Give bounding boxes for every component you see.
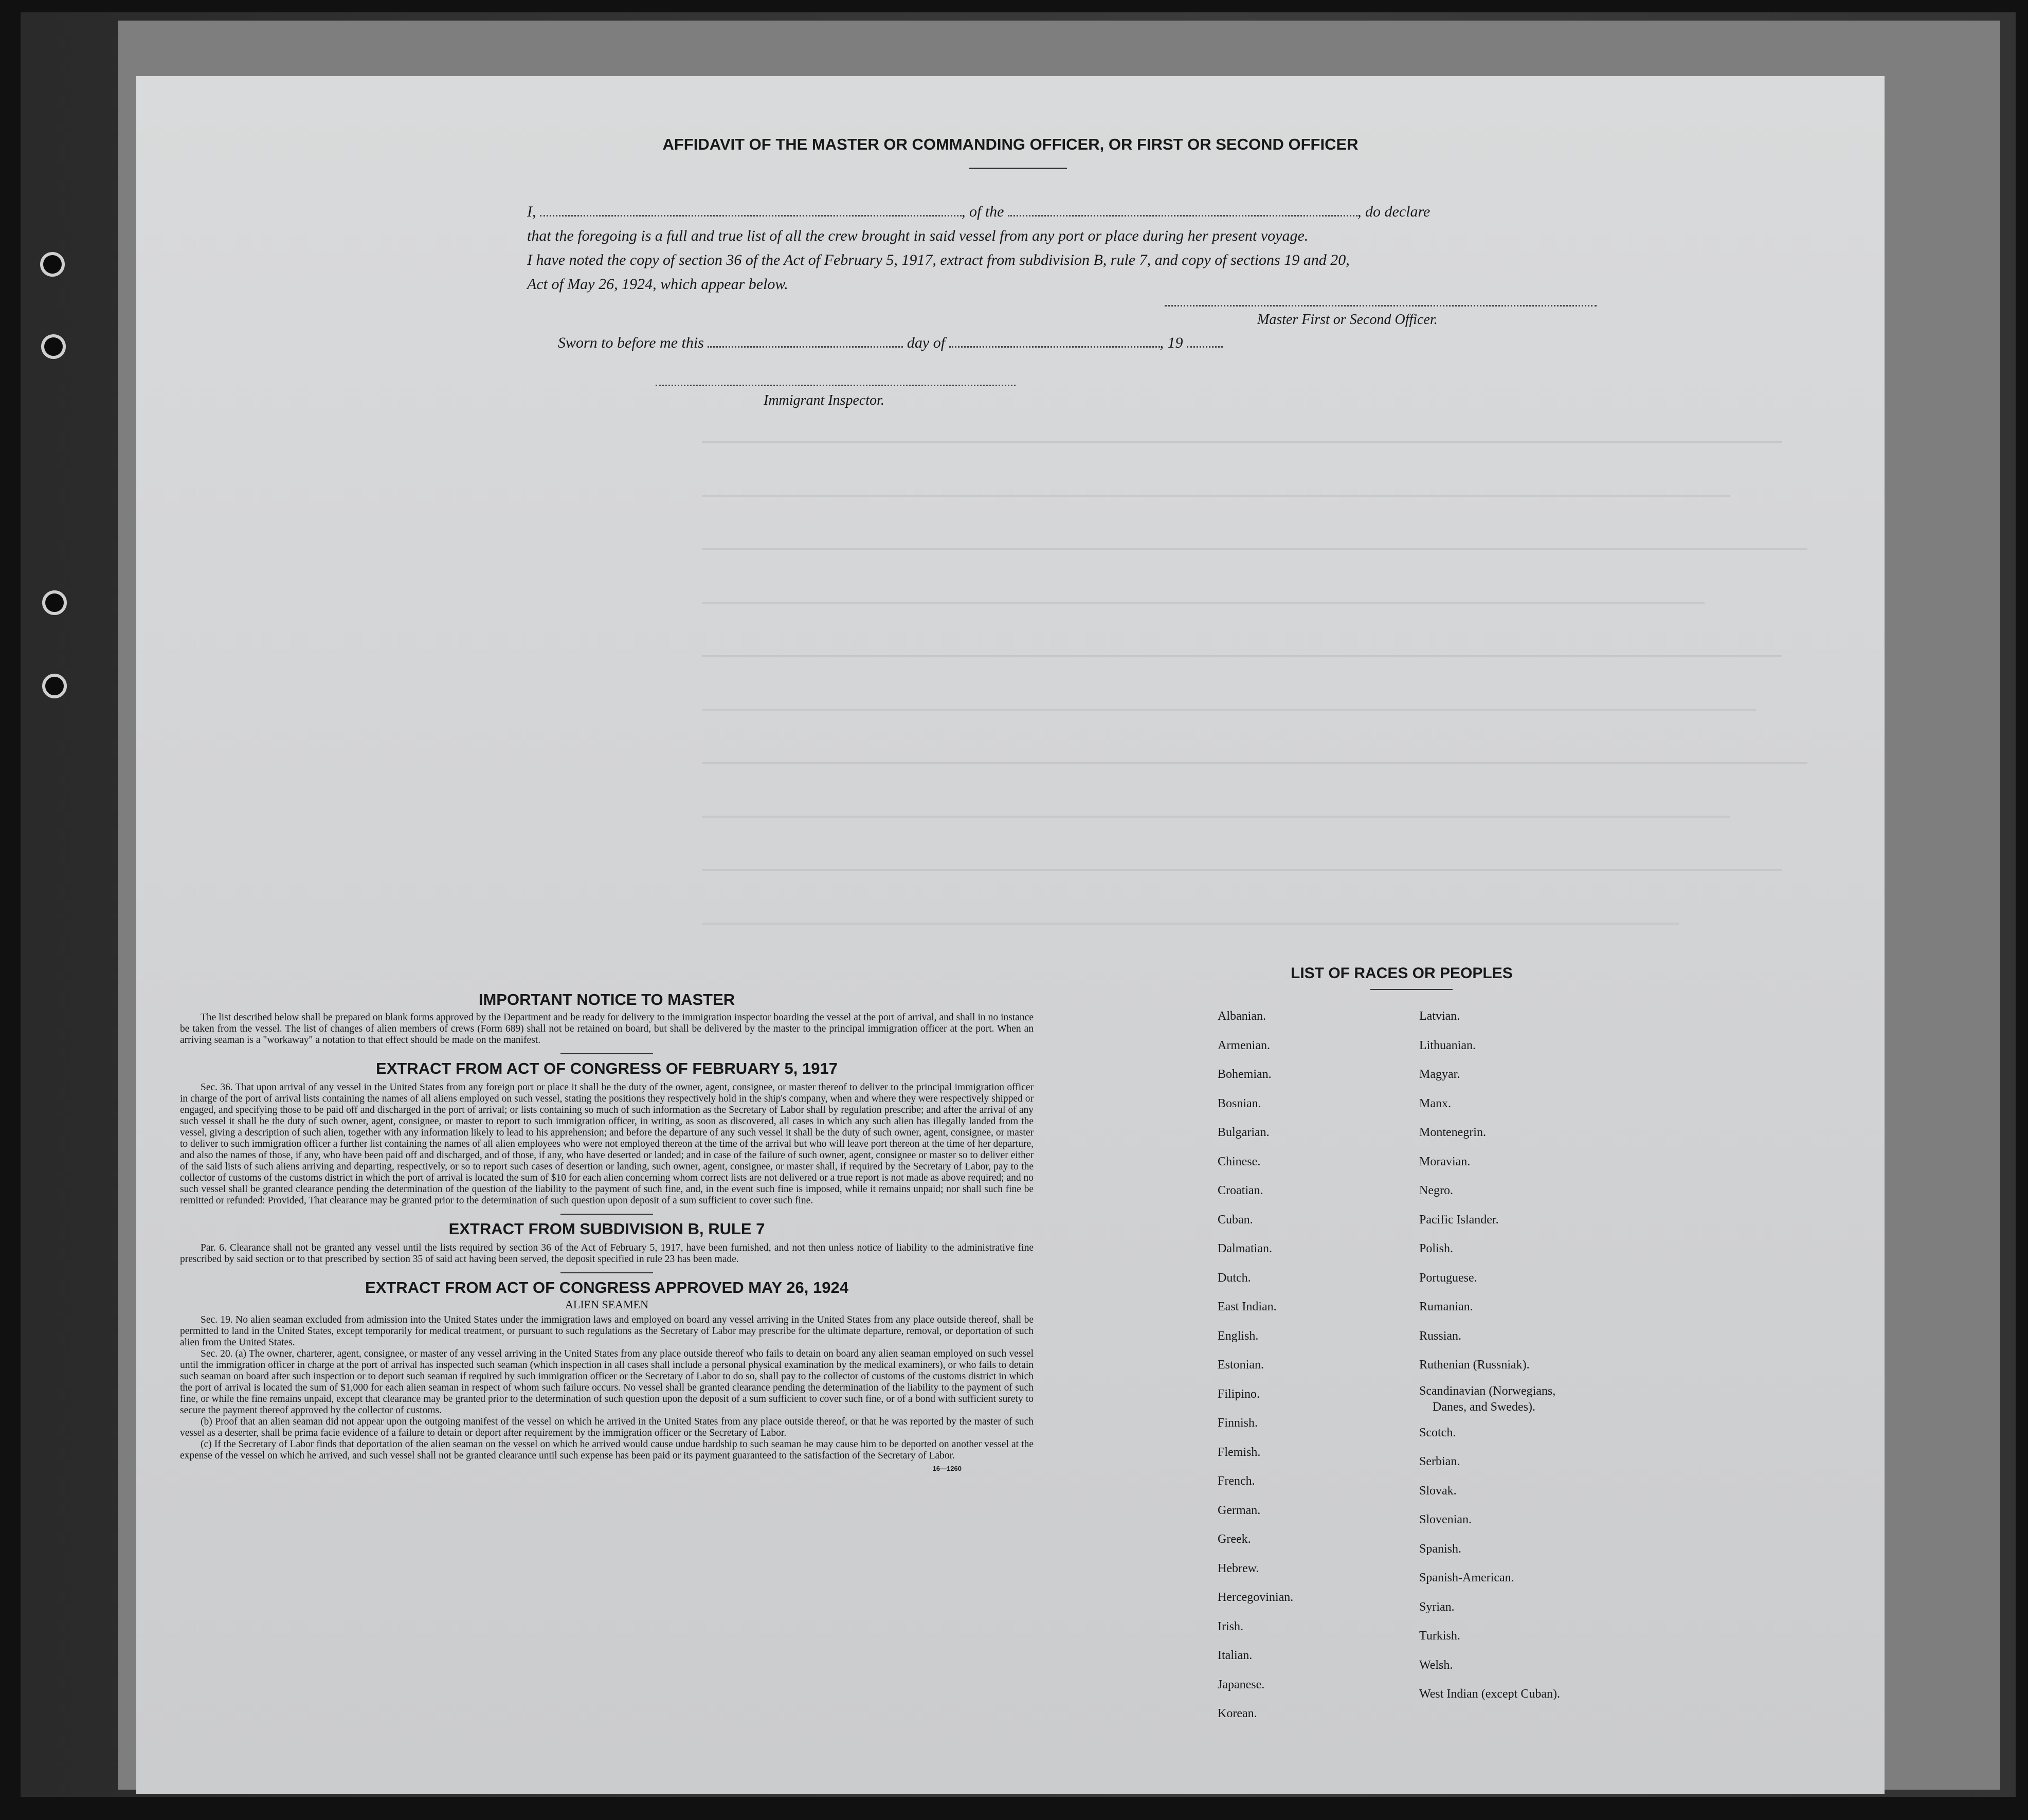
- races-title: LIST OF RACES OR PEOPLES: [1291, 965, 1513, 982]
- section-divider: [560, 1272, 653, 1273]
- race-item: Magyar.: [1419, 1068, 1460, 1081]
- race-item: Hercegovinian.: [1218, 1591, 1294, 1604]
- race-item: Dalmatian.: [1218, 1242, 1272, 1255]
- race-item: Latvian.: [1419, 1010, 1460, 1023]
- inspector-signature-field[interactable]: [656, 385, 1016, 386]
- of-the-label: , of the: [962, 203, 1004, 220]
- race-item: Filipino.: [1218, 1387, 1260, 1401]
- day-of-label: day of: [907, 334, 946, 351]
- race-item: French.: [1218, 1474, 1255, 1488]
- race-item: Pacific Islander.: [1419, 1213, 1499, 1227]
- race-item: Spanish.: [1419, 1542, 1462, 1556]
- affidavit-title: AFFIDAVIT OF THE MASTER OR COMMANDING OFFICER, OR FIRST OR SECOND OFFICER: [662, 135, 1359, 153]
- alien-seamen-subtitle: ALIEN SEAMEN: [565, 1298, 648, 1311]
- master-signature-label: Master First or Second Officer.: [1257, 312, 1438, 328]
- affidavit-body: [527, 200, 1689, 296]
- race-item: Bulgarian.: [1218, 1126, 1270, 1139]
- sworn-month-blank[interactable]: [949, 334, 1160, 348]
- extract-1924-text: [180, 1314, 1034, 1462]
- race-item: Spanish-American.: [1419, 1571, 1514, 1584]
- year-prefix: , 19: [1160, 334, 1183, 351]
- extract-1917-text: Sec. 36. That upon arrival of any vessel in the United States from any foreign port or place it shall be the duty of the owner, agent, consignee, or master thereof to deliver to the principal immigration officer in charge of the port of arrival lists containing the names of all aliens employed on such vessel, stating the positions they respectively hold in the ship's company, when and where they were respectively shipped or engaged, and specifying those to be paid off and discharged in the port of arrival; or lists containing so much of such information as the Secretary of Labor shall by regulation prescribe; and after the arrival of any such vessel it shall be the duty of such owner, agent, consignee, or master to report to such immigration officer, in writing, as soon as discovered, all cases in which any such alien has illegally landed from the vessel, giving a description of such alien, together with any information likely to lead to his apprehension; and before the departure of any such vessel it shall be the duty of such owner, agent, consignee, or master to deliver to such immigration officer a further list containing the names of all alien employees who were not employed thereon at the time of the arrival but who will leave port thereon at the time of her departure, and also the names of those, if any, who have been paid off and discharged, and of those, if any, who have deserted or landed; and in case of the failure of such owner, agent, consignee or master so to deliver either of the said lists of such aliens arriving and departing, respectively, or so to report such cases of desertion or landing, such owner, agent, consignee, or master shall, if required by the Secretary of Labor, pay to the collector of customs of the customs district in which the port of arrival is located the sum of $10 for each alien concerning whom correct lists are not delivered or a true report is not made as above required; and no such vessel shall be granted clearance pending the determination of the question of the liability to the payment of such fine, and, in the event such fine is imposed, while it remains unpaid; nor shall such fine be remitted or refunded: Provided, That clearance may be granted prior to the determination of such question upon deposit of a sum sufficient to cover such fine.: [180, 1082, 1034, 1206]
- master-signature-field[interactable]: [1165, 305, 1597, 307]
- binder-hole: [42, 674, 67, 698]
- vessel-blank[interactable]: [1008, 203, 1357, 217]
- title-divider: [969, 168, 1067, 169]
- race-item: Hebrew.: [1218, 1561, 1259, 1575]
- race-item: Scandinavian (Norwegians, Danes, and Swedes).: [1419, 1384, 1556, 1414]
- notice-title: IMPORTANT NOTICE TO MASTER: [478, 990, 735, 1008]
- race-item: Moravian.: [1419, 1155, 1471, 1168]
- sworn-year-blank[interactable]: [1187, 334, 1223, 348]
- section-20a: Sec. 20. (a) The owner, charterer, agent, consignee, or master of any vessel arriving in the United States from any place outside thereof who fails to detain on board any alien seaman employed on such vessel until the immigration officer in charge at the port of arrival has inspected such seaman (which inspection in all cases shall include a personal physical examination by the medical examiners), or who fails to detain such seaman on board after such inspection or to deport such seaman if required by such immigration officer or the Secretary of Labor to do so, shall pay to the collector of customs of the customs district in which the port of arrival is located the sum of $1,000 for each alien seaman in respect of whom such failure occurs. No vessel shall be granted clearance pending the determination of the liability to the payment of such fine, or while the fine remains unpaid, except that clearance may be granted prior to the determination of such question upon the deposit of a sum sufficient to cover such fine, or of a bond with sufficient surety to secure the payment thereof approved by the collector of customs.: [180, 1348, 1034, 1416]
- form-number: 16—1260: [932, 1465, 962, 1472]
- race-item: Negro.: [1419, 1184, 1453, 1197]
- race-item: Finnish.: [1218, 1416, 1258, 1430]
- race-item: Irish.: [1218, 1619, 1243, 1633]
- race-item: Estonian.: [1218, 1358, 1264, 1372]
- race-item: Montenegrin.: [1419, 1126, 1486, 1139]
- race-item: West Indian (except Cuban).: [1419, 1687, 1560, 1701]
- race-item: Armenian.: [1218, 1038, 1270, 1052]
- race-item: Greek.: [1218, 1533, 1251, 1546]
- extract-1917-title: EXTRACT FROM ACT OF CONGRESS OF FEBRUARY 5, 1917: [376, 1059, 838, 1077]
- race-item: Chinese.: [1218, 1155, 1261, 1168]
- race-item: English.: [1218, 1329, 1259, 1343]
- race-item: Turkish.: [1419, 1629, 1460, 1643]
- extract-rule7-title: EXTRACT FROM SUBDIVISION B, RULE 7: [448, 1220, 765, 1238]
- extract-rule7-text: Par. 6. Clearance shall not be granted any vessel until the lists required by section 36 of the Act of February 5, 1917, have been furnished, and not then unless notice of liability to the administrative fine prescribed by said section or to that prescribed by section 35 of said act having been served, the deposit specified in rule 23 has been made.: [180, 1242, 1034, 1265]
- races-list-left: [1218, 1002, 1293, 1728]
- declaration-line: [527, 200, 1689, 224]
- section-divider: [560, 1053, 653, 1054]
- race-item: Cuban.: [1218, 1213, 1253, 1227]
- race-item: Bohemian.: [1218, 1068, 1272, 1081]
- race-item: Slovenian.: [1419, 1513, 1472, 1526]
- sworn-prefix: Sworn to before me this: [558, 334, 704, 351]
- races-divider: [1370, 989, 1453, 990]
- race-item: Albanian.: [1218, 1010, 1266, 1023]
- race-item: Dutch.: [1218, 1271, 1251, 1285]
- race-item: Japanese.: [1218, 1678, 1265, 1691]
- race-item: Manx.: [1419, 1096, 1451, 1110]
- race-item: Serbian.: [1419, 1455, 1460, 1468]
- sworn-line: [558, 334, 1223, 352]
- notices-column: [180, 981, 1034, 1472]
- binder-hole: [40, 252, 65, 277]
- affidavit-line-3: I have noted the copy of section 36 of the Act of February 5, 1917, extract from subdivision B, rule 7, and copy of sections 19 and 20,: [527, 251, 1350, 268]
- notice-text: The list described below shall be prepared on blank forms approved by the Department and be ready for delivery to the immigration inspector boarding the vessel at the port of arrival, and shall in no instance be taken from the vessel. The list of changes of alien members of crews (Form 689) shall not be retained on board, but shall be delivered by the master to the principal immigration officer at the port. When an arriving seaman is a "workaway" a notation to that effect should be made on the manifest.: [180, 1012, 1034, 1046]
- sworn-day-blank[interactable]: [708, 334, 903, 348]
- race-item: Lithuanian.: [1419, 1038, 1476, 1052]
- affidavit-line-2: that the foregoing is a full and true list of all the crew brought in said vessel from any port or place during her present voyage.: [527, 227, 1309, 244]
- affidavit-sheet: [136, 76, 1885, 1794]
- i-label: I,: [527, 203, 536, 220]
- affidavit-line-4: Act of May 26, 1924, which appear below.: [527, 276, 788, 293]
- race-item: Ruthenian (Russniak).: [1419, 1358, 1530, 1372]
- race-item: Croatian.: [1218, 1184, 1263, 1197]
- name-blank[interactable]: [540, 203, 962, 217]
- race-item: East Indian.: [1218, 1300, 1277, 1313]
- race-item: Korean.: [1218, 1707, 1257, 1720]
- section-20c: (c) If the Secretary of Labor finds that deportation of the alien seaman on the vessel on which he arrived would cause undue hardship to such seaman he may cause him to be deported on another vessel at the expense of the vessel on which he arrived, and such vessel shall not be granted clearance until such expense has been paid or its payment guaranteed to the satisfaction of the Secretary of Labor.: [180, 1439, 1034, 1461]
- section-20b: (b) Proof that an alien seaman did not appear upon the outgoing manifest of the vessel on which he arrived in the United States from any place outside thereof, or that he was reported by the master of such vessel as a deserter, shall be prima facie evidence of a failure to detain or deport after requirement by the immigration officer or the Secretary of Labor.: [180, 1416, 1034, 1438]
- race-item: Syrian.: [1419, 1600, 1455, 1614]
- race-item: Portuguese.: [1419, 1271, 1477, 1285]
- race-item: Slovak.: [1419, 1484, 1457, 1498]
- race-item: Flemish.: [1218, 1445, 1261, 1459]
- race-item: German.: [1218, 1503, 1261, 1517]
- race-item: Rumanian.: [1419, 1300, 1473, 1313]
- race-item: Welsh.: [1419, 1658, 1453, 1672]
- extract-1924-title: EXTRACT FROM ACT OF CONGRESS APPROVED MAY 26, 1924: [365, 1278, 848, 1296]
- binder-hole: [41, 334, 66, 359]
- binder-hole: [42, 590, 67, 615]
- race-item: Bosnian.: [1218, 1096, 1261, 1110]
- section-19: Sec. 19. No alien seaman excluded from admission into the United States under the immigration laws and employed on board any vessel arriving in the United States from any place outside thereof, shall be permitted to land in the United States, except temporarily for medical treatment, or pursuant to such regulations as the Secretary of Labor may prescribe for the ultimate departure, removal, or deportation of such alien from the United States.: [180, 1314, 1034, 1348]
- race-item: Italian.: [1218, 1649, 1253, 1662]
- race-item: Polish.: [1419, 1242, 1454, 1255]
- do-declare-label: , do declare: [1357, 203, 1431, 220]
- race-item: Russian.: [1419, 1329, 1462, 1343]
- inspector-label: Immigrant Inspector.: [764, 392, 884, 408]
- section-divider: [560, 1214, 653, 1215]
- race-item: Scotch.: [1419, 1426, 1456, 1439]
- races-list-right: [1419, 1002, 1560, 1709]
